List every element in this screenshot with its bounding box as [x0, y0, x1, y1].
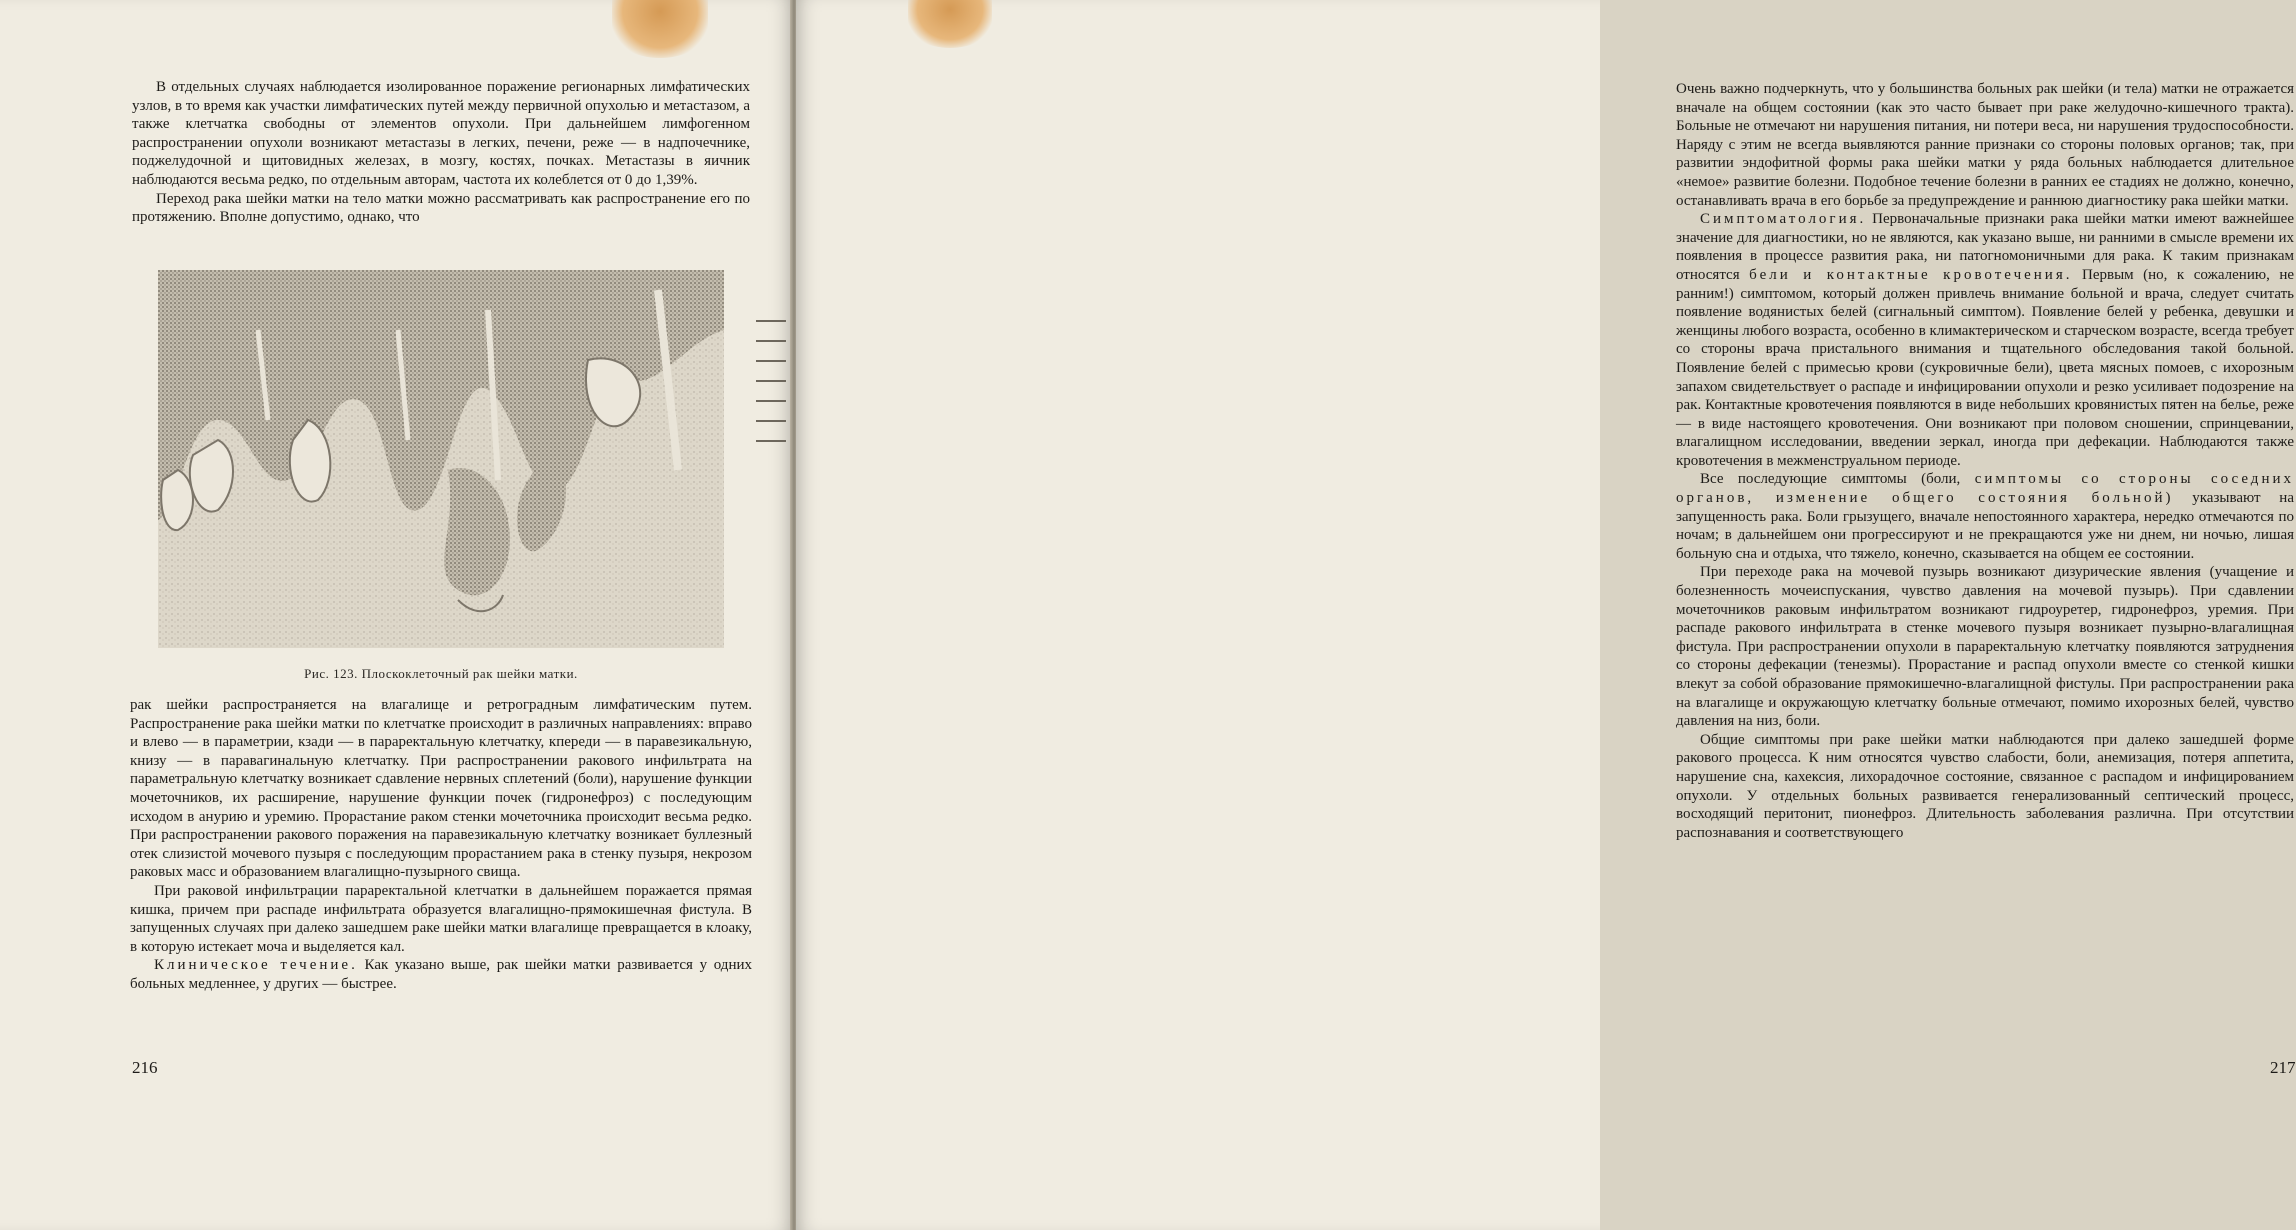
paragraph: При раковой инфильтрации параректальной клетчатки в дальнейшем поражается прямая кишка, причем при распаде инфильтрата образуется влагалищно-прямокишечная фистула. В запущенных случаях при далеко зашедшем раке шейки матки влагалище превращается в клоаку, в которую истекает моча и выделяется кал. — [130, 882, 752, 955]
paragraph: При переходе рака на мочевой пузырь возникают дизурические явления (учащение и болезненность мочеиспускания, чувство давления на мочевой пузырь). При сдавлении мочеточников раковым инфильтратом возникают гидроуретер, гидронефроз, уремия. При распаде ракового инфильтрата в стенке мочевого пузыря возникает пузырно-влагалищная фистула. При распространении опухоли в параректальную клетчатку появляются затруднения со стороны дефекации (тенезмы). Прорастание и распад опухоли вместе со стенкой кишки влекут за собой образование прямокишечно-влагалищной фистулы. При распространении рака на влагалище и окружающую клетчатку больные отмечают, помимо ихорозных белей, чувство давления на низ, боли. — [1676, 564, 2294, 730]
page-number-right: 217 — [2270, 1058, 2296, 1077]
histology-figure — [158, 270, 724, 648]
section-heading-symptoms: Симптоматология. — [1700, 211, 1867, 228]
left-top-text — [132, 78, 750, 227]
emphasized-term: бели и контактные кровотечения. — [1749, 266, 2073, 283]
paragraph — [130, 956, 752, 993]
clinical-text: Как указано выше, рак шейки матки развивается у одних больных медленнее, у других — быстрее. — [130, 957, 752, 992]
emphasized-term: симптомы со стороны соседних органов, изменение общего состояния больной) — [1676, 471, 2294, 507]
paragraph: Все последующие симптомы (боли, симптомы со стороны соседних органов, изменение общего состояния больной) указывают на запущенность рака. Боли грызущего, вначале непостоянного характера, нередко отмечаются по ночам; в дальнейшем они прогрессируют и не прекращаются уже ни днем, ни ночью, лишая больную сна и отдыха, что тяжело, конечно, сказывается на общем ее состоянии. — [1676, 471, 2294, 562]
micrograph-image — [158, 270, 724, 648]
water-stain — [908, 0, 992, 48]
right-text — [1676, 80, 2294, 842]
water-stain — [612, 0, 708, 58]
paragraph: Очень важно подчеркнуть, что у большинства больных рак шейки (и тела) матки не отражается вначале на общем состоянии (как это часто бывает при раке желудочно-кишечного тракта). Больные не отмечают ни нарушения питания, ни потери веса, ни нарушения трудоспособности. Наряду с этим не всегда выявляются ранние признаки со стороны половых органов; так, при развитии эндофитной формы рака шейки матки у ряда больных наблюдается длительное «немое» развитие болезни. Подобное течение болезни в ранних ее стадиях не должно, конечно, останавливать врача в его борьбе за предупреждение и раннюю диагностику рака шейки матки. — [1676, 81, 2294, 209]
left-bottom-text — [130, 696, 752, 994]
figure-caption: Рис. 123. Плоскоклеточный рак шейки матки. — [304, 666, 578, 681]
paragraph: В отдельных случаях наблюдается изолированное поражение регионарных лимфатических узлов, в то время как участки лимфатических путей между первичной опухолью и метастазом, а также клетчатка свободны от элементов опухоли. При дальнейшем лимфогенном распространении опухоли возникают метастазы в легких, печени, реже — в надпочечнике, поджелудочной и щитовидных железах, в мозгу, костях, почках. Метастазы в яичник наблюдаются весьма редко, по отдельным авторам, частота их колеблется от 0 до 1,39%. — [132, 79, 750, 188]
right-page — [796, 0, 2296, 1230]
paragraph: Общие симптомы при раке шейки матки наблюдаются при далеко зашедшей форме ракового процесса. К ним относятся чувство слабости, боли, анемизация, потеря аппетита, нарушение сна, кахексия, лихорадочное состояние, связанное с распадом и инфицированием опухоли. У отдельных больных развивается генерализованный септический процесс, восходящий перитонит, пионефроз. Длительность заболевания различна. При отсутствии распознавания и соответствующего — [1676, 731, 2294, 841]
paragraph: Переход рака шейки матки на тело матки можно рассматривать как распространение его по протяжению. Вполне допустимо, однако, что — [132, 190, 750, 226]
left-page — [0, 0, 792, 1230]
section-heading-clinical: Клиническое течение. — [154, 957, 358, 974]
paragraph: Симптоматология. Первоначальные признаки рака шейки матки имеют важнейшее значение для диагностики, но не являются, как указано выше, ни ранними в смысле времени их появления в процессе развития рака, ни патогномоничными для рака. К таким признакам относятся бели и контактные кровотечения. Первым (но, к сожалению, не ранним!) симптомом, который должен привлечь внимание больной и врача, следует считать появление водянистых белей (сигнальный симптом). Появление белей у ребенка, девушки и женщины любого возраста, особенно в климактерическом и старческом возрасте, всегда требует со стороны врача пристального внимания и тщательного обследования такой больной. Появление белей с примесью крови (сукровичные бели), цвета мясных помоев, с ихорозным запахом свидетельствует о распаде и инфицировании опухоли и резко усиливает подозрение на рак. Контактные кровотечения появляются в виде небольших кровянистых пятен на белье, реже — в виде настоящего кровотечения. Они возникают при половом сношении, спринцевании, влагалищном исследовании, введении зеркал, иногда при дефекации. Наблюдаются также кровотечения в межменструальном периоде. — [1676, 211, 2295, 469]
paragraph: рак шейки распространяется на влагалище и ретроградным лимфатическим путем. Распространение рака шейки матки по клетчатке происходит в различных направлениях: вправо и влево — в параметрии, кзади — в параректальную клетчатку, кпереди — в паравезикальную, книзу — в паравагинальную клетчатку. При распространении ракового инфильтрата на параметральную клетчатку возникает сдавление нервных сплетений (боли), нарушение функции мочеточников, их расширение, нарушение функции почек (гидронефроз) с последующим исходом в анурию и уремию. Прорастание раком стенки мочеточника происходит весьма редко. При распространении ракового поражения на паравезикальную клетчатку возникает буллезный отек слизистой мочевого пузыря с последующим прорастанием рака в стенку пузыря, некрозом раковых масс и образованием влагалищно-пузырного свища. — [130, 697, 752, 881]
margin-marks — [756, 320, 786, 460]
page-number-left: 216 — [132, 1058, 158, 1077]
